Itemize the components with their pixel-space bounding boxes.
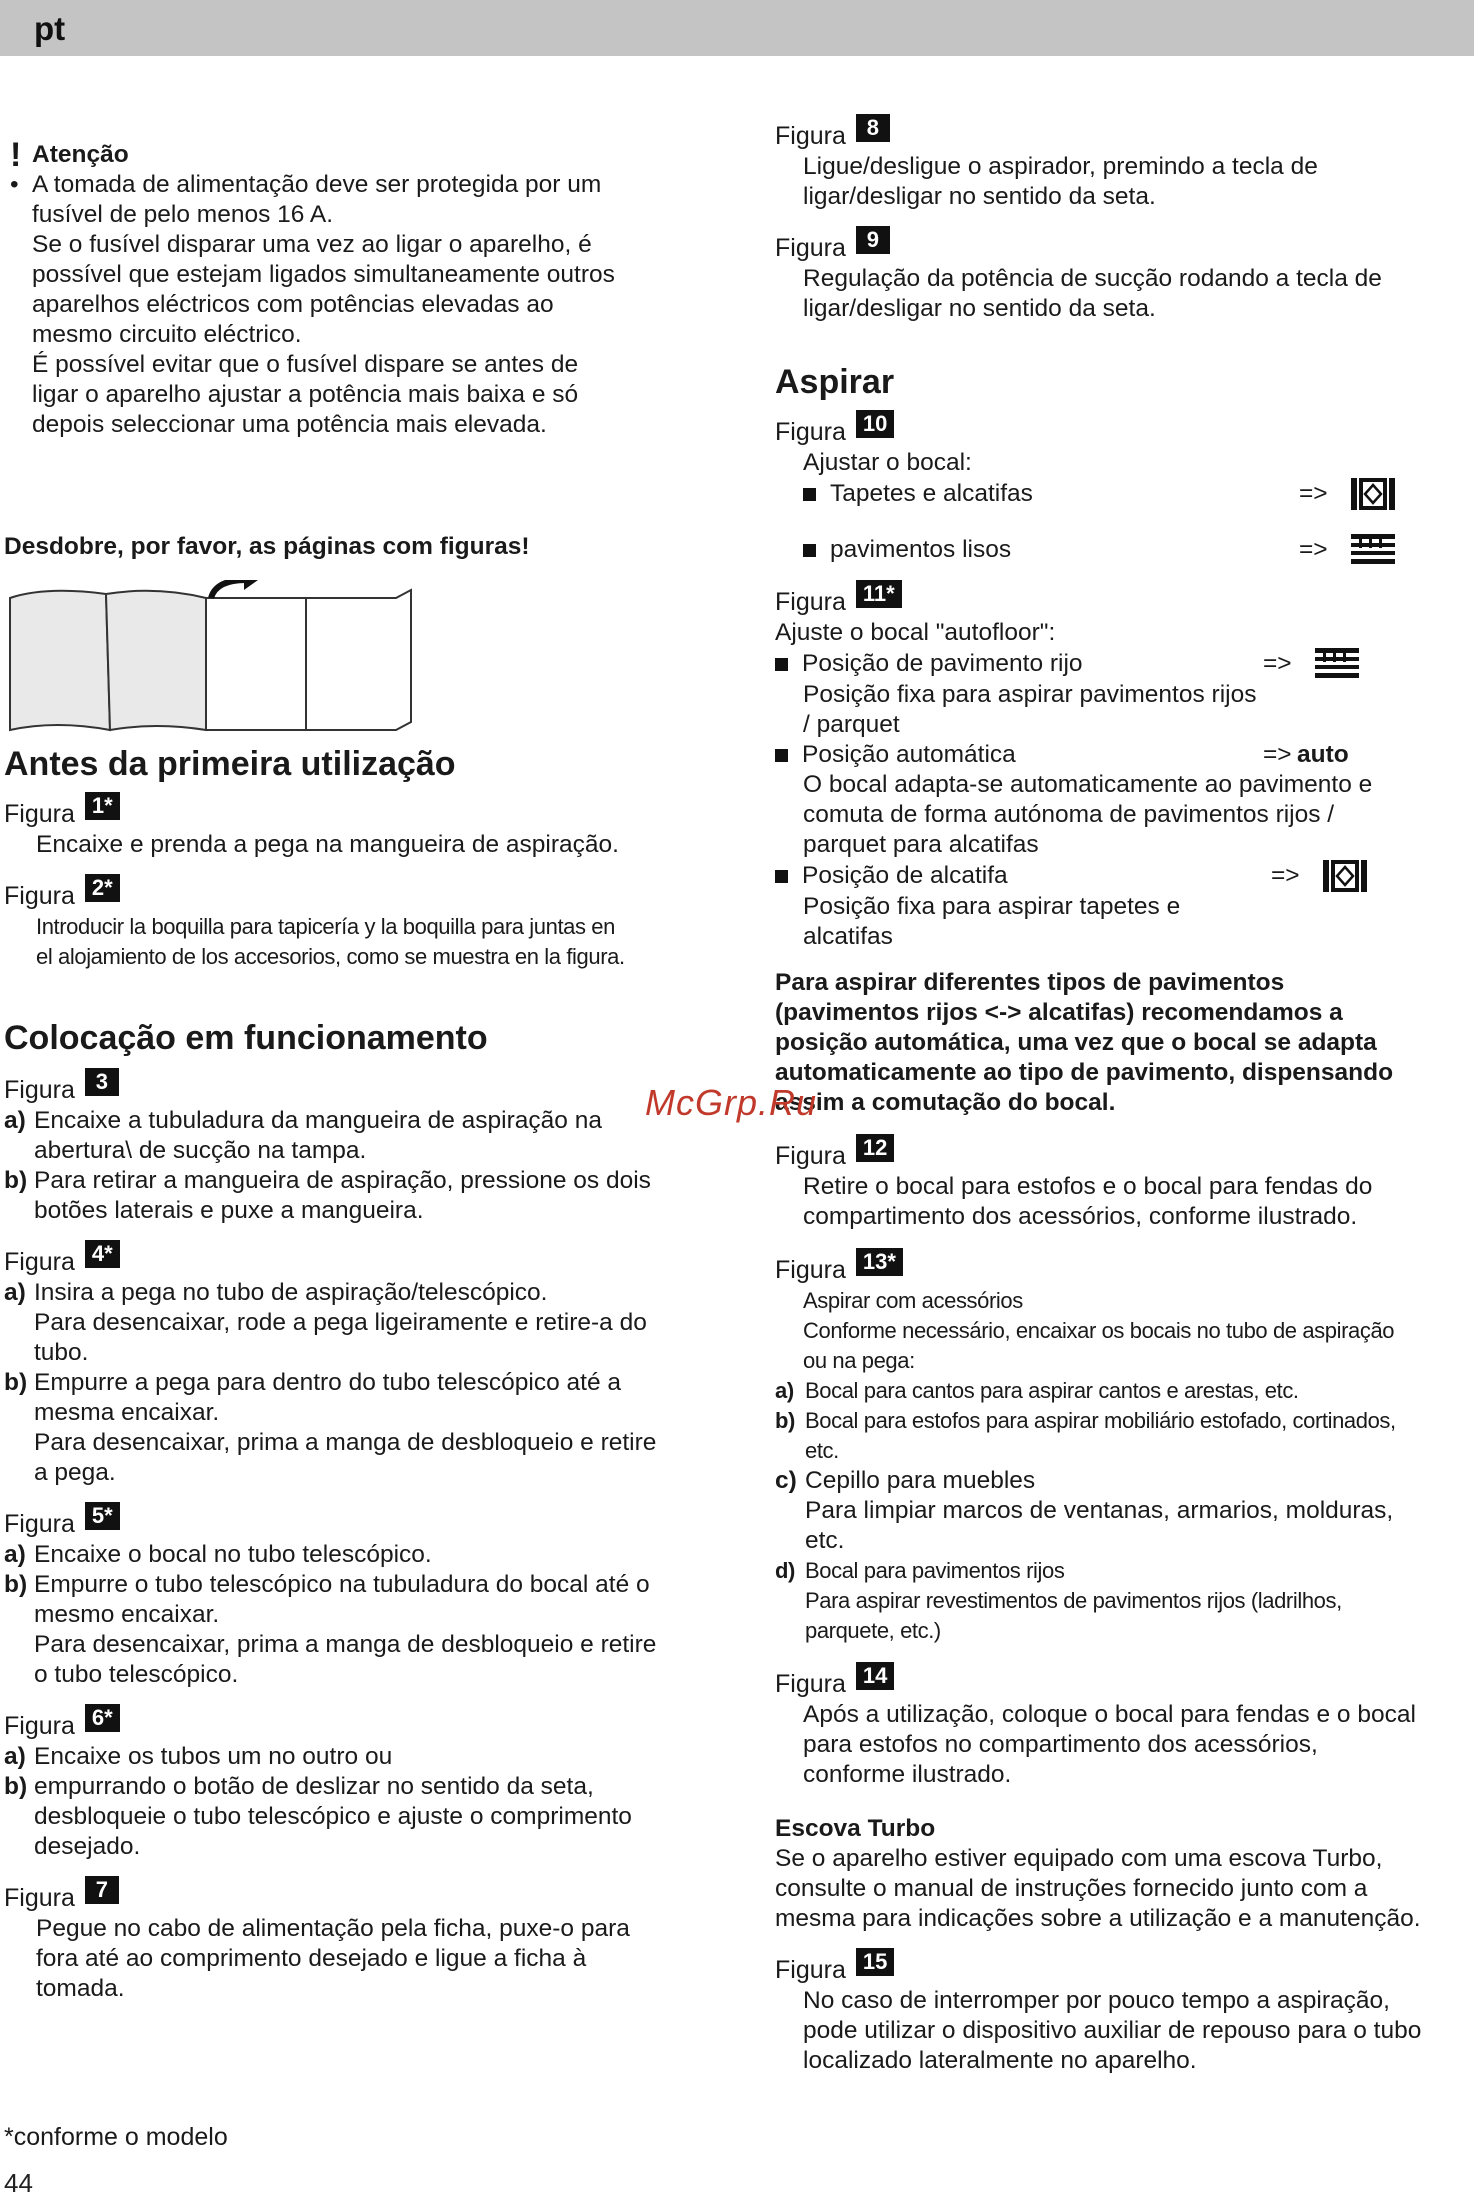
figure-number: 9	[856, 226, 890, 254]
option-description: / parquet	[803, 711, 900, 738]
figure-heading	[775, 115, 1474, 152]
step-label: c)	[775, 1467, 797, 1494]
figure-label: Figura	[4, 800, 75, 828]
watermark: McGrp.Ru	[645, 1082, 818, 1123]
figure-label: Figura	[4, 1248, 75, 1276]
page-number: 44	[4, 2168, 33, 2198]
step-a	[4, 1106, 720, 1166]
figure-text: pode utilizar o dispositivo auxiliar de repouso para o tubo	[803, 2017, 1422, 2044]
figure-text: conforme ilustrado.	[803, 1761, 1012, 1788]
option-description: parquet para alcatifas	[803, 831, 1039, 858]
option-description: Posição fixa para aspirar tapetes e	[803, 893, 1181, 920]
figure-label: Figura	[775, 1142, 846, 1170]
figure-text: Retire o bocal para estofos e o bocal para fendas do	[803, 1173, 1373, 1200]
option-label: Posição de pavimento rijo	[802, 650, 1083, 677]
step-b	[4, 1166, 720, 1226]
turbo-brush-title: Escova Turbo	[775, 1815, 936, 1842]
figure-label: Figura	[775, 418, 846, 446]
figure-text: Regulação da potência de sucção rodando a tecla de	[803, 265, 1382, 292]
arrow-text: =>	[1271, 862, 1300, 889]
step-line: Para desencaixar, prima a manga de desbloqueio e retire	[34, 1631, 657, 1658]
figure-number: 7	[85, 1876, 119, 1904]
step-a	[4, 1540, 720, 1570]
step-label: a)	[4, 1279, 26, 1306]
accessory-c	[775, 1466, 1474, 1556]
option-description: comuta de forma autónoma de pavimentos rijos /	[803, 801, 1335, 828]
figure-text: Pegue no cabo de alimentação pela ficha, puxe-o para	[36, 1915, 630, 1942]
step-line: Encaixe os tubos um no outro ou	[34, 1743, 393, 1770]
figure-text: compartimento dos acessórios, conforme ilustrado.	[803, 1203, 1358, 1230]
figure-label: Figura	[775, 122, 846, 150]
step-line: etc.	[805, 1527, 845, 1554]
hard-floor-mode-icon	[1351, 534, 1395, 566]
bullet-square-icon	[803, 544, 816, 557]
auto-value: auto	[1297, 741, 1349, 768]
figure-label: Figura	[4, 882, 75, 910]
accessory-b	[775, 1406, 1474, 1466]
step-line: a pega.	[34, 1459, 116, 1486]
figure-text: tomada.	[36, 1975, 125, 2002]
figure-number: 4*	[85, 1240, 120, 1268]
figure-number: 3	[85, 1068, 119, 1096]
arrow-text: =>	[1263, 741, 1292, 768]
option-label: Tapetes e alcatifas	[830, 480, 1033, 507]
figure-number: 8	[856, 114, 890, 142]
figure-label: Figura	[775, 1956, 846, 1984]
figure-text: Introducir la boquilla para tapicería y la boquilla para juntas en	[36, 914, 615, 939]
figure-heading	[775, 411, 1474, 448]
nozzle-option-carpet	[803, 478, 1395, 510]
figure-text: el alojamiento de los accesorios, como se muestra en la figura.	[36, 944, 625, 969]
figure-heading	[775, 1249, 1474, 1286]
step-line: Para retirar a mangueira de aspiração, pressione os dois	[34, 1167, 651, 1194]
figure-text: localizado lateralmente no aparelho.	[803, 2047, 1197, 2074]
step-line: Cepillo para muebles	[805, 1467, 1036, 1494]
step-line: Encaixe o bocal no tubo telescópico.	[34, 1541, 432, 1568]
attention-line: A tomada de alimentação deve ser protegida por um	[32, 171, 602, 198]
figure-heading	[775, 227, 1474, 264]
step-label: a)	[775, 1378, 794, 1403]
hard-floor-mode-icon	[1315, 648, 1359, 680]
figure-label: Figura	[775, 1670, 846, 1698]
carpet-mode-icon	[1351, 478, 1395, 510]
step-line: Bocal para cantos para aspirar cantos e arestas, etc.	[805, 1378, 1299, 1403]
step-label: b)	[4, 1571, 28, 1598]
figure-text: Conforme necessário, encaixar os bocais no tubo de aspiração	[803, 1318, 1395, 1343]
figure-heading	[4, 1069, 720, 1106]
figure-text: ligar/desligar no sentido da seta.	[803, 183, 1156, 210]
step-line: Insira a pega no tubo de aspiração/telescópico.	[34, 1279, 548, 1306]
figure-number: 11*	[856, 580, 902, 608]
option-description: O bocal adapta-se automaticamente ao pavimento e	[803, 771, 1373, 798]
attention-line: possível que estejam ligados simultaneamente outros	[32, 261, 615, 288]
figure-heading	[4, 1705, 720, 1742]
step-b	[4, 1368, 720, 1488]
nozzle-option-hard-floor	[803, 534, 1395, 566]
accessory-a	[775, 1376, 1474, 1406]
figure-label: Figura	[775, 1256, 846, 1284]
figure-label: Figura	[4, 1076, 75, 1104]
figure-number: 2*	[85, 874, 120, 902]
figure-label: Figura	[4, 1510, 75, 1538]
step-line: mesma encaixar.	[34, 1399, 220, 1426]
step-label: a)	[4, 1541, 26, 1568]
step-label: d)	[775, 1558, 795, 1583]
option-label: pavimentos lisos	[830, 536, 1012, 563]
step-line: desbloqueie o tubo telescópico e ajuste o comprimento	[34, 1803, 632, 1830]
arrow-text: =>	[1263, 650, 1292, 677]
figure-heading	[775, 1135, 1474, 1172]
step-label: b)	[4, 1369, 28, 1396]
figure-text: Ajuste o bocal "autofloor":	[775, 619, 1056, 646]
figure-number: 14	[856, 1662, 894, 1690]
recommendation-line: posição automática, uma vez que o bocal se adapta	[775, 1029, 1377, 1056]
step-line: abertura\ de sucção na tampa.	[34, 1137, 367, 1164]
bullet-dot-icon: •	[10, 171, 19, 198]
option-description: Posição fixa para aspirar pavimentos rijos	[803, 681, 1257, 708]
step-line: parquete, etc.)	[805, 1618, 941, 1643]
step-line: empurrando o botão de deslizar no sentido da seta,	[34, 1773, 594, 1800]
figure-heading	[4, 875, 720, 912]
header-bar	[0, 0, 1474, 56]
arrow-text: =>	[1299, 480, 1328, 507]
figure-text: Ligue/desligue o aspirador, premindo a tecla de	[803, 153, 1318, 180]
bullet-square-icon	[775, 658, 788, 671]
figure-text: para estofos no compartimento dos acessórios,	[803, 1731, 1318, 1758]
step-a	[4, 1278, 720, 1368]
recommendation-note	[775, 968, 1474, 1118]
step-line: botões laterais e puxe a mangueira.	[34, 1197, 424, 1224]
bullet-square-icon	[775, 870, 788, 883]
step-line: tubo.	[34, 1339, 89, 1366]
figure-text: Encaixe e prenda a pega na mangueira de aspiração.	[36, 831, 619, 858]
bullet-square-icon	[803, 488, 816, 501]
attention-block	[10, 136, 720, 440]
figure-label: Figura	[775, 588, 846, 616]
attention-line: É possível evitar que o fusível dispare se antes de	[32, 351, 579, 378]
figure-number: 1*	[85, 792, 120, 820]
option-label: Posição de alcatifa	[802, 862, 1008, 889]
attention-line: aparelhos eléctricos com potências elevadas ao	[32, 291, 554, 318]
figure-text: ou na pega:	[803, 1348, 915, 1373]
step-line: Para limpiar marcos de ventanas, armarios, molduras,	[805, 1497, 1394, 1524]
recommendation-line: Para aspirar diferentes tipos de pavimentos	[775, 969, 1285, 996]
figure-text: Aspirar com acessórios	[803, 1288, 1023, 1313]
figure-text: ligar/desligar no sentido da seta.	[803, 295, 1156, 322]
section-title-vacuum: Aspirar	[775, 363, 895, 401]
figure-number: 12	[856, 1134, 894, 1162]
step-line: Para desencaixar, rode a pega ligeiramente e retire-a do	[34, 1309, 647, 1336]
recommendation-line: automaticamente ao tipo de pavimento, dispensando	[775, 1059, 1394, 1086]
autofloor-carpet-position	[775, 860, 1367, 892]
step-label: b)	[4, 1167, 28, 1194]
step-line: Bocal para pavimentos rijos	[805, 1558, 1065, 1583]
right-column	[775, 115, 1474, 2076]
attention-line: Se o fusível disparar uma vez ao ligar o aparelho, é	[32, 231, 592, 258]
step-label: a)	[4, 1743, 26, 1770]
turbo-brush-text: consulte o manual de instruções fornecido junto com a	[775, 1875, 1368, 1902]
figure-label: Figura	[4, 1884, 75, 1912]
step-line: Empurre o tubo telescópico na tubuladura do bocal até o	[34, 1571, 650, 1598]
figure-text: No caso de interromper por pouco tempo a aspiração,	[803, 1987, 1390, 2014]
autofloor-hard-floor-position	[775, 648, 1359, 680]
step-b	[4, 1772, 720, 1862]
turbo-brush-text: Se o aparelho estiver equipado com uma escova Turbo,	[775, 1845, 1383, 1872]
footnote: *conforme o modelo	[4, 2123, 228, 2151]
option-label: Posição automática	[802, 741, 1016, 768]
step-line: Encaixe a tubuladura da mangueira de aspiração na	[34, 1107, 602, 1134]
step-a	[4, 1742, 720, 1772]
accessory-d	[775, 1556, 1474, 1646]
figure-heading	[4, 793, 720, 830]
attention-line: mesmo circuito eléctrico.	[32, 321, 302, 348]
attention-title: Atenção	[32, 141, 129, 168]
bullet-square-icon	[775, 749, 788, 762]
step-line: Empurre a pega para dentro do tubo telescópico até a	[34, 1369, 622, 1396]
recommendation-line: (pavimentos rijos <-> alcatifas) recomendamos a	[775, 999, 1343, 1026]
figure-heading	[4, 1877, 720, 1914]
step-line: etc.	[805, 1438, 839, 1463]
figure-number: 6*	[85, 1704, 120, 1732]
section-title-setup: Colocação em funcionamento	[4, 1019, 488, 1057]
left-column	[0, 136, 720, 2004]
attention-line: depois seleccionar uma potência mais elevada.	[32, 411, 547, 438]
arrow-text: =>	[1299, 536, 1328, 563]
step-label: b)	[775, 1408, 795, 1433]
step-b	[4, 1570, 720, 1690]
step-line: mesmo encaixar.	[34, 1601, 220, 1628]
step-label: a)	[4, 1107, 26, 1134]
figure-heading	[775, 1663, 1474, 1700]
figure-heading	[4, 1241, 720, 1278]
figure-heading	[775, 581, 1474, 618]
figure-label: Figura	[4, 1712, 75, 1740]
attention-line: fusível de pelo menos 16 A.	[32, 201, 333, 228]
figure-number: 5*	[85, 1502, 120, 1530]
step-line: Para desencaixar, prima a manga de desbloqueio e retire	[34, 1429, 657, 1456]
option-description: alcatifas	[803, 923, 893, 950]
figure-heading	[775, 1949, 1474, 1986]
figure-number: 15	[856, 1948, 894, 1976]
attention-line: ligar o aparelho ajustar a potência mais baixa e só	[32, 381, 579, 408]
step-line: o tubo telescópico.	[34, 1661, 239, 1688]
autofloor-auto-position	[775, 740, 1359, 770]
figure-heading	[4, 1503, 720, 1540]
figure-text: Ajustar o bocal:	[803, 449, 972, 476]
turbo-brush-text: mesma para indicações sobre a utilização e a manutenção.	[775, 1905, 1421, 1932]
figure-text: fora até ao comprimento desejado e ligue a ficha à	[36, 1945, 587, 1972]
unfold-note: Desdobre, por favor, as páginas com figuras!	[4, 533, 530, 560]
step-line: desejado.	[34, 1833, 141, 1860]
unfold-pages-illustration	[6, 580, 426, 740]
exclamation-icon: !	[10, 136, 22, 174]
figure-number: 10	[856, 410, 894, 438]
carpet-mode-icon	[1323, 860, 1367, 892]
figure-number: 13*	[856, 1248, 903, 1276]
step-label: b)	[4, 1773, 28, 1800]
figure-label: Figura	[775, 234, 846, 262]
section-title-before-use: Antes da primeira utilização	[4, 745, 456, 783]
step-line: Bocal para estofos para aspirar mobiliário estofado, cortinados,	[805, 1408, 1396, 1433]
figure-text: Após a utilização, coloque o bocal para fendas e o bocal	[803, 1701, 1416, 1728]
recommendation-line: assim a comutação do bocal.	[775, 1089, 1116, 1116]
step-line: Para aspirar revestimentos de pavimentos rijos (ladrilhos,	[805, 1588, 1342, 1613]
language-code: pt	[34, 10, 66, 47]
